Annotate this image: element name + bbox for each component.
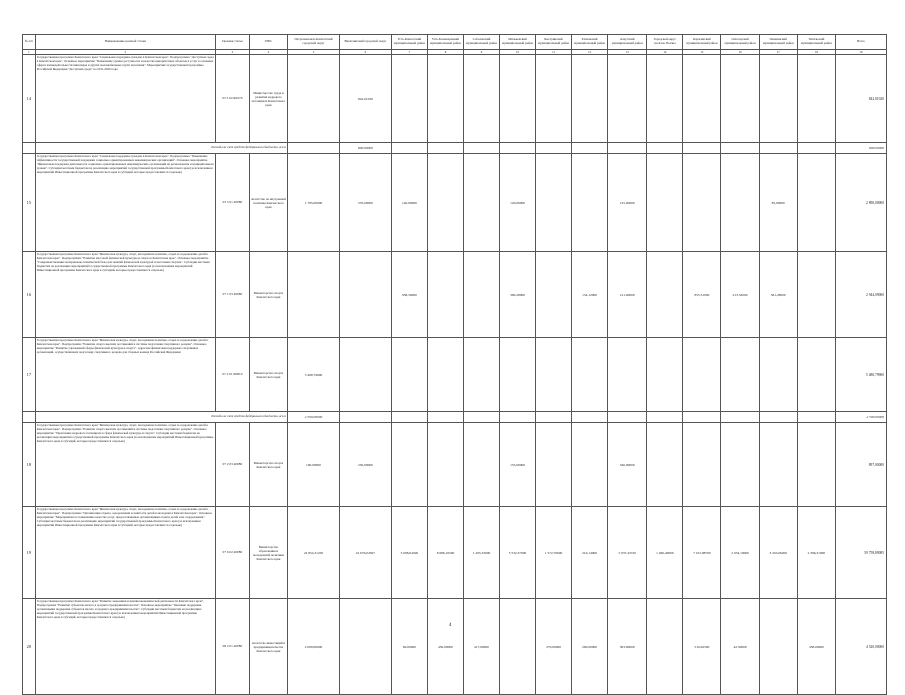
row-value bbox=[391, 423, 427, 507]
column-number: 16 bbox=[721, 50, 759, 55]
column-header: Алеутский муниципальный район bbox=[608, 35, 647, 50]
row-number: 14 bbox=[23, 55, 36, 143]
row-value: 855,31000 bbox=[683, 252, 721, 338]
row-name: Государственная программа Камчатского края "Физическая культура, спорт, молодежная политика, отдых и оздоровление детей в Камчатском крае". Подпрограмма "Развитие спорта высших достижений и системы подготовки спортивного резерва". Основное мероприятие "Укрепление кадрового потенциала в сфере физической культуры и спорта". Субсидии местным бюджетам на реализацию мероприятий государственной программы Камчатского края (за исключением мероприятий Инвестиционной программы Камчатского края и субсидий, которые предоставляются отдельно) bbox=[35, 423, 215, 507]
row-value bbox=[647, 252, 683, 338]
row-value bbox=[536, 252, 572, 338]
subtotal-value bbox=[683, 412, 721, 423]
row-value bbox=[536, 154, 572, 252]
row-value: 125,00000 bbox=[608, 154, 647, 252]
subtotal-value bbox=[647, 412, 683, 423]
row-value bbox=[647, 154, 683, 252]
row-value bbox=[463, 55, 499, 143]
row-value bbox=[608, 338, 647, 412]
column-number: 7 bbox=[391, 50, 427, 55]
row-value: 417,00000 bbox=[463, 599, 499, 695]
row-value bbox=[391, 55, 427, 143]
subtotal-value: 2 500,00000 bbox=[288, 412, 340, 423]
column-header: Пенжинский муниципальный район bbox=[759, 35, 797, 50]
row-value bbox=[463, 252, 499, 338]
row-value: 2 034,10000 bbox=[721, 507, 759, 599]
row-value bbox=[572, 338, 608, 412]
page-number: 4 bbox=[449, 623, 452, 628]
row-value bbox=[427, 423, 463, 507]
row-value: 340,00000 bbox=[608, 423, 647, 507]
row-total: 842,01020 bbox=[835, 55, 886, 143]
table-row bbox=[23, 55, 887, 143]
row-value: 5 098,04500 bbox=[391, 507, 427, 599]
row-name: Государственная программа Камчатского края "Физическая культура, спорт, молодежная политика, отдых и оздоровление детей в Камчатском крае". Подпрограмма "Развитие массовой физической культуры и спорта в Камчатском крае". Основное мероприятие "Совершенствование материально-технической базы для занятий физической культурой и массовым спортом". Субсидии местным бюджетам на реализацию мероприятий государственной программы Камчатского края (за исключением мероприятий Инвестиционной программы Камчатского края и субсидий, которые предоставляются отдельно) bbox=[35, 252, 215, 338]
column-header: ГРБС bbox=[249, 35, 287, 50]
row-value bbox=[683, 338, 721, 412]
row-code: 07 2 01 R0810 bbox=[215, 338, 249, 412]
column-header: Мильковский муниципальный район bbox=[499, 35, 535, 50]
subtotal-value bbox=[499, 143, 535, 154]
subtotal-value bbox=[759, 412, 797, 423]
subtotal-blank bbox=[23, 412, 36, 423]
row-value: 213,52000 bbox=[721, 252, 759, 338]
row-value: 1 466,40000 bbox=[647, 507, 683, 599]
subtotal-label: Расходы за счет средств федерального бюджета, всего bbox=[35, 143, 287, 154]
row-value bbox=[797, 154, 835, 252]
row-total: 2 944,09000 bbox=[835, 252, 886, 338]
row-number: 19 bbox=[23, 507, 36, 599]
row-value: 290,00000 bbox=[572, 599, 608, 695]
column-header: Елизовский муниципальный район bbox=[572, 35, 608, 50]
column-number: 9 bbox=[463, 50, 499, 55]
row-value bbox=[797, 252, 835, 338]
row-total: 4 520,00000 bbox=[835, 599, 886, 695]
row-name: Государственная программа Камчатского края "Развитие экономики и внешнеэкономической деятельности Камчатского края". Подпрограмма "Развитие субъектов малого и среднего предпринимательства". Основное мероприятие "Оказание поддержки организациям поддержки субъектов малого и среднего предпринимательства". Субсидии местным бюджетам на реализацию мероприятий государственной программы Камчатского края (за исключением мероприятий Инвестиционной программы Камчатского края и субсидий, которые предоставляются отдельно) bbox=[35, 599, 215, 695]
subtotal-value bbox=[608, 412, 647, 423]
row-value: 450,00000 bbox=[427, 599, 463, 695]
row-value: 5 480,79900 bbox=[288, 338, 340, 412]
row-value: 2 000,00000 bbox=[288, 599, 340, 695]
row-value bbox=[647, 55, 683, 143]
column-header: Целевая статья bbox=[215, 35, 249, 50]
row-value: 303,00000 bbox=[608, 599, 647, 695]
table-row bbox=[23, 599, 887, 695]
row-value: 120,00000 bbox=[499, 154, 535, 252]
column-number: 6 bbox=[339, 50, 391, 55]
subsidy-table bbox=[22, 34, 887, 695]
subtotal-value: 800,00000 bbox=[339, 143, 391, 154]
document-sheet bbox=[22, 34, 887, 695]
row-value: 250,00000 bbox=[339, 423, 391, 507]
column-header: Карагинский муниципальный район bbox=[683, 35, 721, 50]
column-header: Вилючинский городской округ bbox=[339, 35, 391, 50]
row-value: 3 455,66200 bbox=[759, 507, 797, 599]
row-value: 100,00000 bbox=[288, 423, 340, 507]
row-value bbox=[463, 423, 499, 507]
subtotal-row bbox=[23, 143, 887, 154]
column-number: 13 bbox=[608, 50, 647, 55]
row-value bbox=[427, 55, 463, 143]
row-value: 5 532,37000 bbox=[499, 507, 535, 599]
row-value bbox=[572, 423, 608, 507]
row-value: 535,00000 bbox=[339, 154, 391, 252]
row-value bbox=[572, 154, 608, 252]
row-number: 15 bbox=[23, 154, 36, 252]
column-number: 5 bbox=[288, 50, 340, 55]
column-header: Усть-Большерецкий муниципальный район bbox=[427, 35, 463, 50]
row-total: 897,00000 bbox=[835, 423, 886, 507]
row-code: 07 2 03 40080 bbox=[215, 423, 249, 507]
row-value: 24 854,31250 bbox=[288, 507, 340, 599]
column-number: 4 bbox=[249, 50, 287, 55]
row-value: 155,00000 bbox=[499, 423, 535, 507]
header-row bbox=[23, 35, 887, 50]
row-grbs: Министерство спорта Камчатского края bbox=[249, 338, 287, 412]
table-row bbox=[23, 252, 887, 338]
row-value bbox=[721, 338, 759, 412]
subtotal-value bbox=[427, 412, 463, 423]
row-value bbox=[683, 55, 721, 143]
row-code: 07 6 02 40080 bbox=[215, 507, 249, 599]
row-value bbox=[759, 55, 797, 143]
row-value bbox=[288, 252, 340, 338]
row-value bbox=[759, 599, 797, 695]
row-value: 5 037,43720 bbox=[608, 507, 647, 599]
subtotal-value bbox=[427, 143, 463, 154]
row-value: 121,00000 bbox=[608, 252, 647, 338]
row-grbs: Министерство образования и молодежной политики Камчатского края bbox=[249, 507, 287, 599]
row-value: 510,62500 bbox=[683, 599, 721, 695]
row-number: 16 bbox=[23, 252, 36, 338]
row-code: 08 2 01 40080 bbox=[215, 599, 249, 695]
row-value: 7 015,88700 bbox=[683, 507, 721, 599]
subtotal-value bbox=[572, 143, 608, 154]
subtotal-value bbox=[759, 143, 797, 154]
row-value bbox=[463, 154, 499, 252]
row-value bbox=[499, 338, 535, 412]
subtotal-value bbox=[463, 412, 499, 423]
subtotal-value bbox=[683, 143, 721, 154]
subtotal-total: 2 500,00000 bbox=[835, 412, 886, 423]
column-number: 19 bbox=[835, 50, 886, 55]
column-number: 3 bbox=[215, 50, 249, 55]
row-name: Государственная программа Камчатского края "Физическая культура, спорт, молодежная политика, отдых и оздоровление детей в Камчатском крае". Подпрограмма "Развитие спорта высших достижений и системы подготовки спортивного резерва". Основное мероприятие "Развитие учреждений сферы физической культуры и спорта". Адресная финансовая поддержка спортивных организаций, осуществляющих подготовку спортивного резерва для сборных команд Российской Федерации bbox=[35, 338, 215, 412]
row-name: Государственная программа Камчатского края "Социальная поддержка граждан в Камчатском крае". Подпрограмма "Доступная среда в Камчатском крае". Основное мероприятие "Повышение уровня доступности и качества приоритетных объектов и услуг в основных сферах жизнедеятельности инвалидов и других маломобильных групп населения". Мероприятия государственной программы Российской Федерации "Доступная среда" на 2011-2020 годы bbox=[35, 55, 215, 143]
row-value: 458,00000 bbox=[797, 599, 835, 695]
column-number: 10 bbox=[499, 50, 535, 55]
column-header: № п/п bbox=[23, 35, 36, 50]
row-value bbox=[647, 599, 683, 695]
row-value bbox=[683, 423, 721, 507]
subtotal-blank bbox=[23, 143, 36, 154]
row-number: 17 bbox=[23, 338, 36, 412]
row-grbs: Министерство спорта Камчатского края bbox=[249, 252, 287, 338]
row-value: 938,59000 bbox=[391, 252, 427, 338]
subtotal-value bbox=[339, 412, 391, 423]
column-header: Петропавловск-Камчатский городской округ bbox=[288, 35, 340, 50]
subtotal-value bbox=[288, 143, 340, 154]
row-value bbox=[536, 55, 572, 143]
subtotal-value bbox=[391, 412, 427, 423]
column-header: Тигильский муниципальный район bbox=[797, 35, 835, 50]
row-value bbox=[536, 338, 572, 412]
row-value: 2 396,31000 bbox=[797, 507, 835, 599]
row-value bbox=[647, 338, 683, 412]
column-header: Наименование целевой статьи bbox=[35, 35, 215, 50]
column-number: 18 bbox=[797, 50, 835, 55]
column-number: 12 bbox=[572, 50, 608, 55]
row-number: 20 bbox=[23, 599, 36, 695]
row-value: 210,14000 bbox=[572, 507, 608, 599]
table-row bbox=[23, 154, 887, 252]
row-value bbox=[721, 154, 759, 252]
column-number: 17 bbox=[759, 50, 797, 55]
column-number: 8 bbox=[427, 50, 463, 55]
column-header: Всего bbox=[835, 35, 886, 50]
row-value bbox=[463, 338, 499, 412]
column-number: 11 bbox=[536, 50, 572, 55]
subtotal-value bbox=[463, 143, 499, 154]
row-value bbox=[391, 338, 427, 412]
table-row bbox=[23, 507, 887, 599]
subtotal-value bbox=[572, 412, 608, 423]
subtotal-value bbox=[647, 143, 683, 154]
subtotal-value bbox=[536, 412, 572, 423]
row-value bbox=[797, 423, 835, 507]
row-value bbox=[759, 338, 797, 412]
column-header: Городской округ посёлок Палана bbox=[647, 35, 683, 50]
row-value bbox=[721, 423, 759, 507]
row-value: 300,28000 bbox=[499, 252, 535, 338]
row-value: 1 785,00000 bbox=[288, 154, 340, 252]
row-name: Государственная программа Камчатского края "Социальная поддержка граждан в Камчатском крае". Подпрограмма "Повышение эффективности государственной поддержки социально ориентированных некоммерческих организаций". Основное мероприятие "Финансовая поддержка деятельности социально ориентированных некоммерческих организаций на региональном и муниципальном уровне". Субсидии местным бюджетам на реализацию мероприятий государственной программы Камчатского края (за исключением мероприятий Инвестиционной программы Камчатского края и субсидий, которые предоставляются отдельно) bbox=[35, 154, 215, 252]
row-value: 1 295,33000 bbox=[463, 507, 499, 599]
row-value: 140,00000 bbox=[391, 154, 427, 252]
column-header: Олюторский муниципальный район bbox=[721, 35, 759, 50]
table-row bbox=[23, 338, 887, 412]
subtotal-value bbox=[721, 412, 759, 423]
row-value bbox=[427, 338, 463, 412]
row-value bbox=[572, 55, 608, 143]
subtotal-label: Расходы за счет средств федерального бюджета, всего bbox=[35, 412, 287, 423]
row-value: 154,12000 bbox=[572, 252, 608, 338]
row-grbs: Министерство спорта Камчатского края bbox=[249, 423, 287, 507]
row-total: 59 758,89085 bbox=[835, 507, 886, 599]
row-value: 361,28000 bbox=[759, 252, 797, 338]
row-value bbox=[647, 423, 683, 507]
row-value bbox=[427, 154, 463, 252]
row-value: 22 676,04597 bbox=[339, 507, 391, 599]
row-code: 03 5 01 40080 bbox=[215, 154, 249, 252]
row-value: 842,01020 bbox=[339, 55, 391, 143]
row-number: 18 bbox=[23, 423, 36, 507]
row-total: 5 480,79900 bbox=[835, 338, 886, 412]
row-name: Государственная программа Камчатского края "Физическая культура, спорт, молодежная политика, отдых и оздоровление детей в Камчатском крае". Подпрограмма "Организация отдыха, оздоровления и занятости детей и молодежи в Камчатском крае". Основное мероприятие "Мероприятия по повышению качества услуг, предоставляемых организациями отдыха детей и их оздоровления". Субсидии местным бюджетам на реализацию мероприятий государственной программы Камчатского края (за исключением мероприятий Инвестиционной программы Камчатского края и субсидий, которые предоставляются отдельно) bbox=[35, 507, 215, 599]
row-value: 8 686,16500 bbox=[427, 507, 463, 599]
subtotal-value bbox=[608, 143, 647, 154]
row-value bbox=[721, 55, 759, 143]
row-value: 270,00000 bbox=[536, 599, 572, 695]
table-row bbox=[23, 423, 887, 507]
row-value bbox=[759, 423, 797, 507]
subtotal-value bbox=[536, 143, 572, 154]
column-header: Быстринский муниципальный район bbox=[536, 35, 572, 50]
row-total: 2 890,00000 bbox=[835, 154, 886, 252]
row-value bbox=[683, 154, 721, 252]
row-value: 85,00000 bbox=[759, 154, 797, 252]
row-value: 60,00000 bbox=[391, 599, 427, 695]
row-value bbox=[608, 55, 647, 143]
subtotal-value bbox=[797, 412, 835, 423]
row-value: 1 572,76000 bbox=[536, 507, 572, 599]
row-grbs: Агентство инвестиций и предпринимательства Камчатского края bbox=[249, 599, 287, 695]
subtotal-value bbox=[721, 143, 759, 154]
row-value bbox=[427, 252, 463, 338]
row-code: 03 3 02 R0270 bbox=[215, 55, 249, 143]
column-number: 14 bbox=[647, 50, 683, 55]
row-value bbox=[536, 423, 572, 507]
column-header: Усть-Камчатский муниципальный район bbox=[391, 35, 427, 50]
row-value: 42,50000 bbox=[721, 599, 759, 695]
table-body bbox=[23, 55, 887, 695]
subtotal-total: 800,00000 bbox=[835, 143, 886, 154]
column-number: 15 bbox=[683, 50, 721, 55]
row-value bbox=[339, 252, 391, 338]
row-value bbox=[499, 55, 535, 143]
column-number: 2 bbox=[35, 50, 215, 55]
row-value bbox=[288, 55, 340, 143]
column-number: 1 bbox=[23, 50, 36, 55]
subtotal-value bbox=[391, 143, 427, 154]
row-grbs: Агентство по внутренней политике Камчатского края bbox=[249, 154, 287, 252]
row-value bbox=[797, 338, 835, 412]
row-value bbox=[339, 338, 391, 412]
subtotal-row bbox=[23, 412, 887, 423]
subtotal-value bbox=[797, 143, 835, 154]
subtotal-value bbox=[499, 412, 535, 423]
row-value bbox=[339, 599, 391, 695]
column-header: Соболевский муниципальный район bbox=[463, 35, 499, 50]
row-value bbox=[797, 55, 835, 143]
row-value bbox=[499, 599, 535, 695]
row-grbs: Министерство труда и развития кадрового потенциала Камчатского края bbox=[249, 55, 287, 143]
row-code: 07 1 03 40080 bbox=[215, 252, 249, 338]
